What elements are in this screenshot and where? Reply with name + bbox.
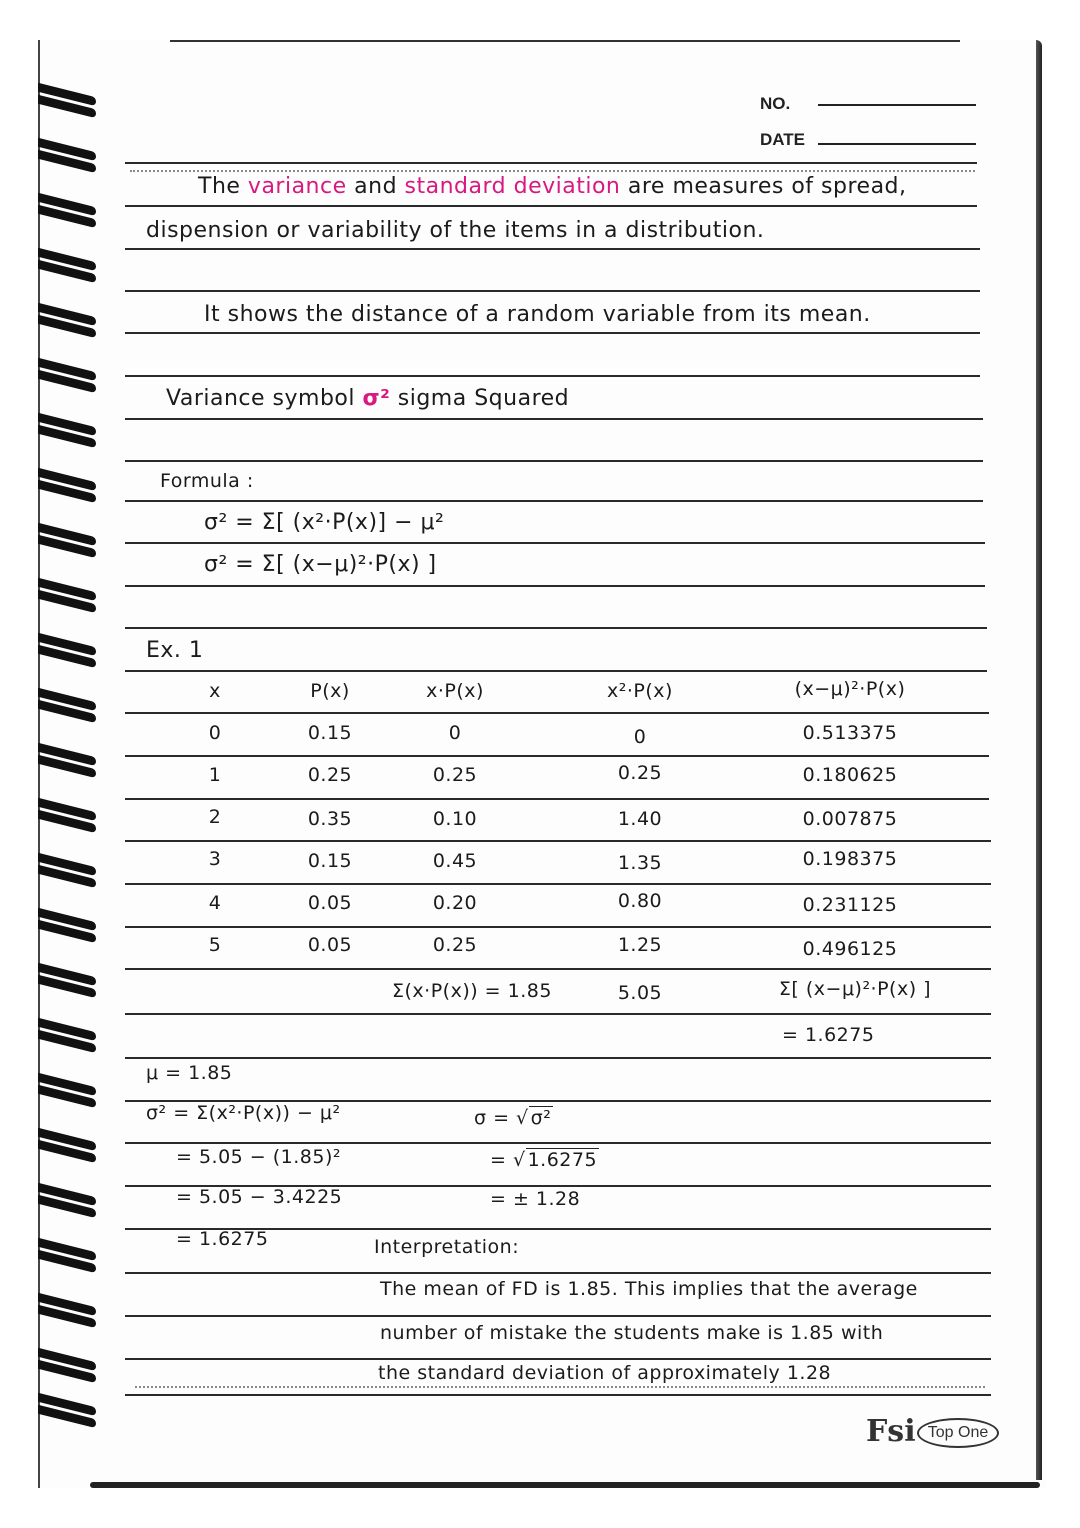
- brand-badge: Top One: [917, 1418, 999, 1448]
- spiral-ring-icon: [38, 200, 100, 226]
- cell-x: 2: [208, 806, 222, 828]
- cell-px: 0.15: [307, 722, 353, 744]
- cell-dev: 0.513375: [802, 722, 898, 744]
- spiral-ring-icon: [38, 255, 100, 281]
- sd-prefix: =: [490, 1149, 513, 1171]
- variance-step-2: = 5.05 − (1.85)²: [176, 1146, 342, 1168]
- column-header: P(x): [310, 680, 350, 702]
- spiral-ring-icon: [38, 1245, 100, 1271]
- cell-xpx: 0.25: [432, 934, 478, 956]
- rule-line: [125, 840, 991, 842]
- dotted-line: [130, 170, 975, 172]
- spiral-ring-icon: [38, 365, 100, 391]
- cell-x2px: 1.40: [617, 808, 663, 830]
- cell-xpx: 0.45: [432, 850, 478, 872]
- rule-line: [125, 968, 991, 970]
- cell-xpx: 0.25: [432, 764, 478, 786]
- rule-line: [125, 798, 989, 800]
- cell-x2px: 0: [633, 726, 647, 748]
- sd-step-2: [490, 1148, 599, 1171]
- spiral-ring-icon: [38, 860, 100, 886]
- page-top-edge: [170, 40, 960, 42]
- cell-dev: 0.180625: [802, 764, 898, 786]
- interpretation-line: number of mistake the students make is 1.85 with: [380, 1322, 884, 1344]
- intro-text: and: [354, 174, 398, 199]
- brand-logo: Fsi: [866, 1414, 916, 1449]
- rule-line: [125, 585, 985, 587]
- rule-line: [125, 670, 987, 672]
- spiral-ring-icon: [38, 420, 100, 446]
- rule-line: [125, 883, 991, 885]
- rule-line: [125, 542, 985, 544]
- cell-px: 0.35: [307, 808, 353, 830]
- rule-line: [125, 1358, 991, 1360]
- page-bottom-edge: [90, 1482, 1040, 1488]
- rule-line: [125, 418, 983, 420]
- column-header: x²·P(x): [607, 680, 673, 702]
- rule-line: [125, 248, 980, 250]
- rule-line: [125, 926, 991, 928]
- date-label: DATE: [760, 130, 806, 149]
- spiral-ring-icon: [38, 475, 100, 501]
- mean-value: μ = 1.85: [146, 1062, 233, 1084]
- spiral-ring-icon: [38, 1300, 100, 1326]
- sd-result: = ± 1.28: [490, 1188, 581, 1210]
- cell-px: 0.15: [307, 850, 353, 872]
- example-label: Ex. 1: [146, 638, 204, 663]
- spiral-ring-icon: [38, 970, 100, 996]
- spiral-ring-icon: [38, 1080, 100, 1106]
- sum-x2px: 5.05: [617, 982, 663, 1004]
- spiral-ring-icon: [38, 1400, 100, 1426]
- spiral-ring-icon: [38, 1025, 100, 1051]
- rule-line: [125, 627, 987, 629]
- variance-step-3: = 5.05 − 3.4225: [176, 1186, 343, 1208]
- rule-line: [125, 332, 980, 334]
- rule-line: [125, 1057, 991, 1059]
- sum-xpx: Σ(x·P(x)) = 1.85: [392, 980, 552, 1002]
- formula-label: Formula :: [160, 470, 254, 492]
- cell-x2px: 1.35: [617, 852, 663, 874]
- date-field: [818, 143, 976, 145]
- formula-1: σ² = Σ[ (x²·P(x)] − μ²: [204, 510, 445, 535]
- column-header: x: [209, 680, 221, 702]
- interpretation-label: Interpretation:: [374, 1236, 520, 1258]
- column-header: (x−μ)²·P(x): [794, 678, 906, 700]
- intro-text: are measures of spread,: [627, 174, 907, 199]
- cell-x: 1: [208, 764, 222, 786]
- cell-dev: 0.007875: [802, 808, 898, 830]
- sqrt-icon: √: [512, 1149, 526, 1171]
- spiral-ring-icon: [38, 90, 100, 116]
- rule-line: [125, 712, 989, 714]
- spiral-ring-icon: [38, 805, 100, 831]
- spiral-ring-icon: [38, 750, 100, 776]
- cell-x2px: 0.80: [617, 890, 663, 912]
- cell-px: 0.05: [307, 934, 353, 956]
- rule-line: [125, 1013, 991, 1015]
- cell-px: 0.25: [307, 764, 353, 786]
- rule-line: [125, 205, 977, 207]
- rule-line: [125, 1315, 991, 1317]
- cell-x: 4: [208, 892, 222, 914]
- highlight-standard-deviation: standard deviation: [404, 174, 621, 199]
- sigma-squared-symbol: σ²: [362, 386, 391, 411]
- interpretation-line: The mean of FD is 1.85. This implies that the average: [380, 1278, 918, 1300]
- rule-line: [125, 290, 980, 292]
- cell-xpx: 0: [448, 722, 462, 744]
- symbol-suffix: sigma Squared: [397, 386, 570, 411]
- spiral-ring-icon: [38, 585, 100, 611]
- cell-xpx: 0.20: [432, 892, 478, 914]
- cell-x: 3: [208, 848, 222, 870]
- spiral-ring-icon: [38, 695, 100, 721]
- sd-step-1: [474, 1106, 553, 1129]
- rule-line: [125, 755, 989, 757]
- spiral-ring-icon: [38, 1135, 100, 1161]
- rule-line: [125, 500, 983, 502]
- cell-x2px: 1.25: [617, 934, 663, 956]
- intro-line-3: It shows the distance of a random variable from its mean.: [204, 302, 871, 327]
- rule-line: [125, 1272, 991, 1274]
- cell-xpx: 0.10: [432, 808, 478, 830]
- cell-dev: 0.231125: [802, 894, 898, 916]
- sqrt-icon: √: [516, 1107, 529, 1129]
- spiral-ring-icon: [38, 145, 100, 171]
- column-header: x·P(x): [426, 680, 484, 702]
- cell-dev: 0.198375: [802, 848, 898, 870]
- variance-result: = 1.6275: [176, 1228, 269, 1250]
- number-field: [818, 104, 976, 106]
- sd-prefix: σ =: [474, 1107, 517, 1129]
- cell-px: 0.05: [307, 892, 353, 914]
- spiral-ring-icon: [38, 530, 100, 556]
- spiral-ring-icon: [38, 640, 100, 666]
- highlight-variance: variance: [247, 174, 347, 199]
- intro-line-2: dispension or variability of the items in a distribution.: [146, 218, 765, 243]
- interpretation-line: the standard deviation of approximately 1.28: [378, 1362, 832, 1384]
- sd-radicand: 1.6275: [527, 1149, 598, 1171]
- sum-deviation-value: = 1.6275: [782, 1024, 875, 1046]
- spiral-ring-icon: [38, 310, 100, 336]
- cell-x2px: 0.25: [617, 762, 663, 784]
- rule-line: [125, 1394, 991, 1396]
- rule-line: [125, 1142, 991, 1144]
- spiral-ring-icon: [38, 1190, 100, 1216]
- number-label: NO.: [760, 94, 791, 113]
- page-right-edge: [1036, 40, 1042, 1480]
- rule-line: [125, 460, 983, 462]
- symbol-prefix: Variance symbol: [166, 386, 355, 411]
- cell-x: 0: [208, 722, 222, 744]
- variance-step-1: σ² = Σ(x²·P(x)) − μ²: [146, 1102, 341, 1124]
- cell-dev: 0.496125: [802, 938, 898, 960]
- cell-x: 5: [208, 934, 222, 956]
- intro-line-1: [198, 174, 907, 199]
- dotted-line: [135, 1386, 985, 1388]
- sum-deviation-label: Σ[ (x−μ)²·P(x) ]: [778, 978, 932, 1000]
- variance-symbol-line: [166, 386, 569, 411]
- intro-text: The: [198, 174, 241, 199]
- spiral-ring-icon: [38, 1355, 100, 1381]
- rule-line: [125, 162, 977, 164]
- rule-line: [125, 375, 980, 377]
- formula-2: σ² = Σ[ (x−μ)²·P(x) ]: [204, 552, 437, 577]
- sd-radicand: σ²: [530, 1107, 552, 1129]
- spiral-ring-icon: [38, 915, 100, 941]
